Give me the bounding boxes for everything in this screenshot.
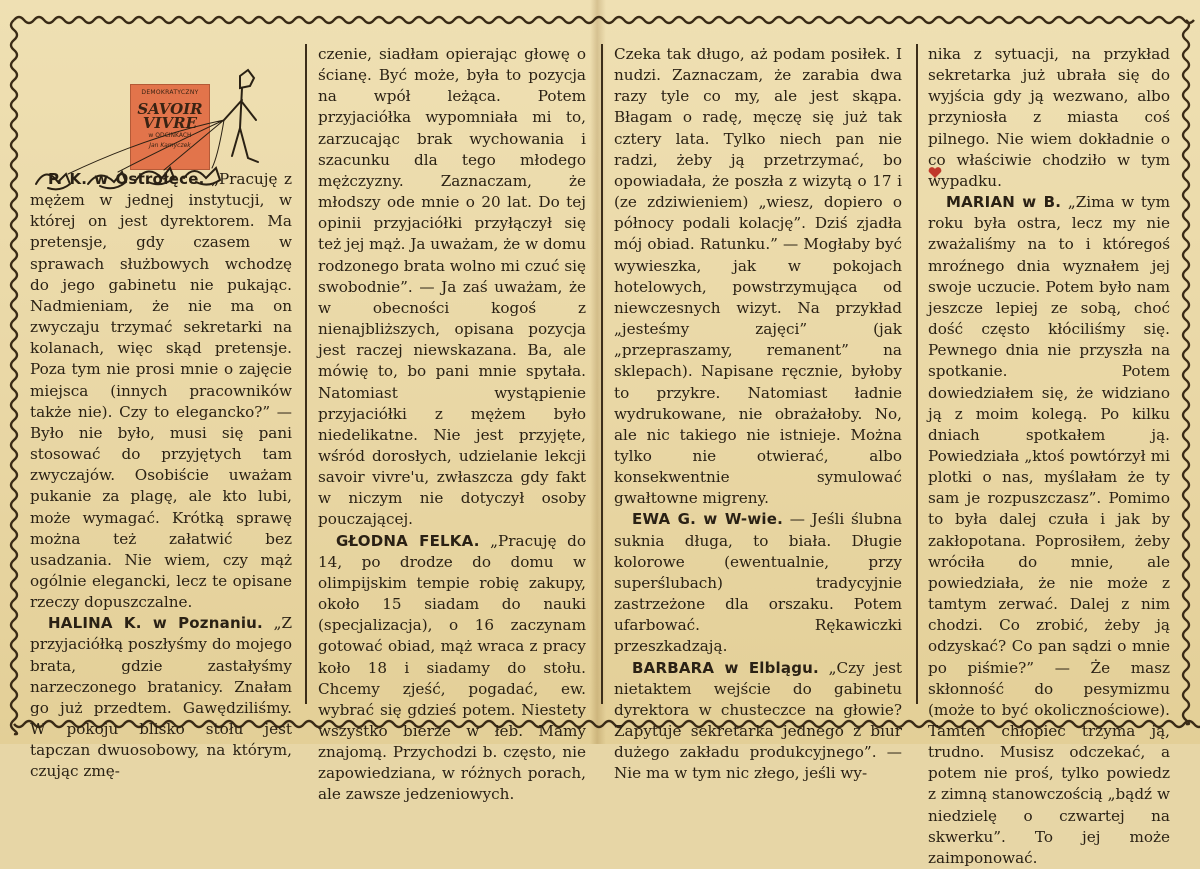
page-fold-shadow: [590, 0, 606, 744]
letter-halina-text: „Z przyjaciółką poszłyśmy do mojego brata, gdzie zastałyśmy narzeczonego bratanicy. Znałam go już przedtem. Gawędziliśmy. W pokoju blisko stołu jest tapczan dwuosobowy, na którym, czując zmę-: [30, 614, 293, 781]
letter-pk-head: P. K. w Ostrołęce.: [48, 170, 205, 188]
col4-continuation: nika z sytuacji, na przykład sekretarka już ubrała się do wyjścia gdy ją wezwano, albo przyniosła z miasta coś pilnego. Nie wiem dokładnie o co właściwie chodziło w tym wypadku.: [928, 45, 1170, 190]
logo-line2: SAVOIR VIVRE: [137, 100, 203, 132]
letter-marian-text: „Zima w tym roku była ostra, lecz my nie zważaliśmy na to i któregoś mroźnego dnia wyznałem jej swoje uczucie. Potem było nam jeszcze lepiej ze sobą, choć dość często kłóciliśmy się. Pewnego dnia nie przyszła na spotkanie. Potem dowiedziałem się, że widziano ją z moim kolegą. Po kilku dniach spotkałem ją. Powiedziała „ktoś powtórzył mi plotki o nas, myślałam że ty sam je rozpuszczasz”. Pomimo to była dalej czuła i jak by zakłopotana. Poprosiłem, żeby wróciła do mnie, ale powiedziała, że nie może z tamtym zerwać. Dalej z nim chodzi. Co zrobić, żeby ją odzyskać? Co pan sądzi o mnie po piśmie?” — Że masz skłonność do pesymizmu (może to być okolicznościowe). Tamten chłopiec trzyma ją, trudno. Musisz odczekać, a potem nie proś, tylko powiedz z zimną stanowczością „bądź w niedzielę o czwartej na skwerku”. To jej może zaimponować.: [928, 193, 1170, 867]
column-rule-2: [601, 44, 603, 704]
column-rule-3: [916, 44, 918, 704]
column-1: [30, 44, 293, 781]
letter-pk-text: „Pracuję z mężem w jednej instytucji, w której on jest dyrektorem. Ma pretensje, gdy czasem w sprawach służbowych wchodzę do jego gabinetu nie pukając. Nadmieniam, że nie ma on zwyczaju trzymać sekretarki na kolanach, więc skąd pretensje. Poza tym nie prosi mnie o zajęcie miejsca (innych pracowników także nie). Czy to elegancko?” — Było nie było, musi się pani stosować do przyjętych tam zwyczajów. Osobiście uważam pukanie za plagę, ale kto lubi, może wymagać. Krótką sprawę można też załatwić bez usadzania. Nie wiem, czy mąż ogólnie elegancki, lecz te opisane rzeczy dopuszczalne.: [30, 170, 292, 612]
col3-continuation: Czeka tak długo, aż podam posiłek. I nudzi. Zaznaczam, że zarabia dwa razy tyle co my, ale jest skąpa. Błagam o radę, męczę się już tak cztery lata. Tylko niech pan nie radzi, żeby ją przetrzymać, bo opowiadała, że poszła z wizytą o 17 i (ze zdziwieniem) „wiesz, dopiero o północy podali kolację”. Dziś zjadła mój obiad. Ratunku.” — Mogłaby być wywieszka, jak w pokojach hotelowych, powstrzymująca od niewczesnych wizyt. Na przykład „jesteśmy zajęci” (jak „przepraszamy, remanent” na sklepach). Napisane ręcznie, byłoby to przykre. Natomiast ładnie wydrukowane, nie obrażałoby. No, ale nic takiego nie istnieje. Można tylko nie otwierać, albo konsekwentnie symulować gwałtowne migreny.: [614, 45, 902, 508]
letter-halina: [30, 613, 292, 782]
letter-glodna: [318, 531, 586, 806]
letter-marian-head: MARIAN w B.: [946, 193, 1062, 212]
letter-ewa-head: EWA G. w W-wie.: [632, 510, 783, 529]
letter-glodna-text: „Pracuję do 14, po drodze do domu w olimpijskim tempie robię zakupy, około 15 siadam do nauki (specjalizacja), o 16 zaczynam gotować obiad, mąż wraca z pracy koło 18 i siadamy do stołu. Chcemy zjeść, pogadać, ew. wybrać się gdzieś potem. Niestety wszystko bierze w łeb. Mamy znajomą. Przychodzi b. często, nie zapowiedziana, w różnych porach, ale zawsze jedzeniowych.: [318, 531, 586, 804]
column-rule-1: [305, 44, 307, 704]
letter-barbara-text: „Czy jest nietaktem wejście do gabinetu dyrektora w chusteczce na głowie? Zapytuje sekretarka jednego z biur dużego zakładu produkcyjnego”. — Nie ma w tym nic złego, jeśli wy-: [614, 658, 902, 783]
letter-marian: [928, 192, 1170, 869]
letter-pk: [30, 169, 292, 613]
letter-barbara: [614, 658, 902, 785]
logo-line4: Jan Kamyczek: [149, 142, 191, 149]
column-3: [614, 44, 903, 783]
logo-line1: DEMOKRATYCZNY: [141, 89, 199, 96]
letter-glodna-head: GŁODNA FELKA.: [336, 531, 480, 550]
letter-halina-head: HALINA K. w Poznaniu.: [48, 614, 263, 633]
letter-ewa-text: — Jeśli ślubna suknia długa, to biała. Długie kolorowe (ewentualnie, przy superślubach) tradycyjnie zastrzeżone dla orszaku. Potem ufarbować. Rękawiczki przeszkadzają.: [614, 510, 903, 656]
letter-barbara-head: BARBARA w Elblągu.: [632, 658, 819, 677]
column-2: [318, 44, 586, 804]
col2-continuation: czenie, siadłam opierając głowę o ścianę. Być może, była to pozycja na wpół leżąca. Potem przyjaciółka wypomniała mi to, zarzucając brak wychowania i szacunku dla tego młodego mężczyzny. Zaznaczam, że młodszy ode mnie o 20 lat. Do tej opinii przyjaciółki przyłączył się też jej mąż. Ja uważam, że w domu rodzonego brata wolno mi czuć się swobodnie”. — Ja zaś uważam, że w obecności kogoś z nienajbliższych, opisana pozycja jest raczej niewskazana. Ba, ale mówię to, bo pani mnie spytała. Natomiast wystąpienie przyjaciółki z mężem było niedelikatne. Nie jest przyjęte, wśród dorosłych, udzielanie lekcji savoir vivre'u, zwłaszcza gdy fakt w niczym nie dotyczył osoby pouczającej.: [318, 45, 586, 529]
column-4: [928, 44, 1170, 867]
logo-line3: w ODCINKACH: [148, 132, 192, 139]
letter-ewa: [614, 509, 902, 657]
